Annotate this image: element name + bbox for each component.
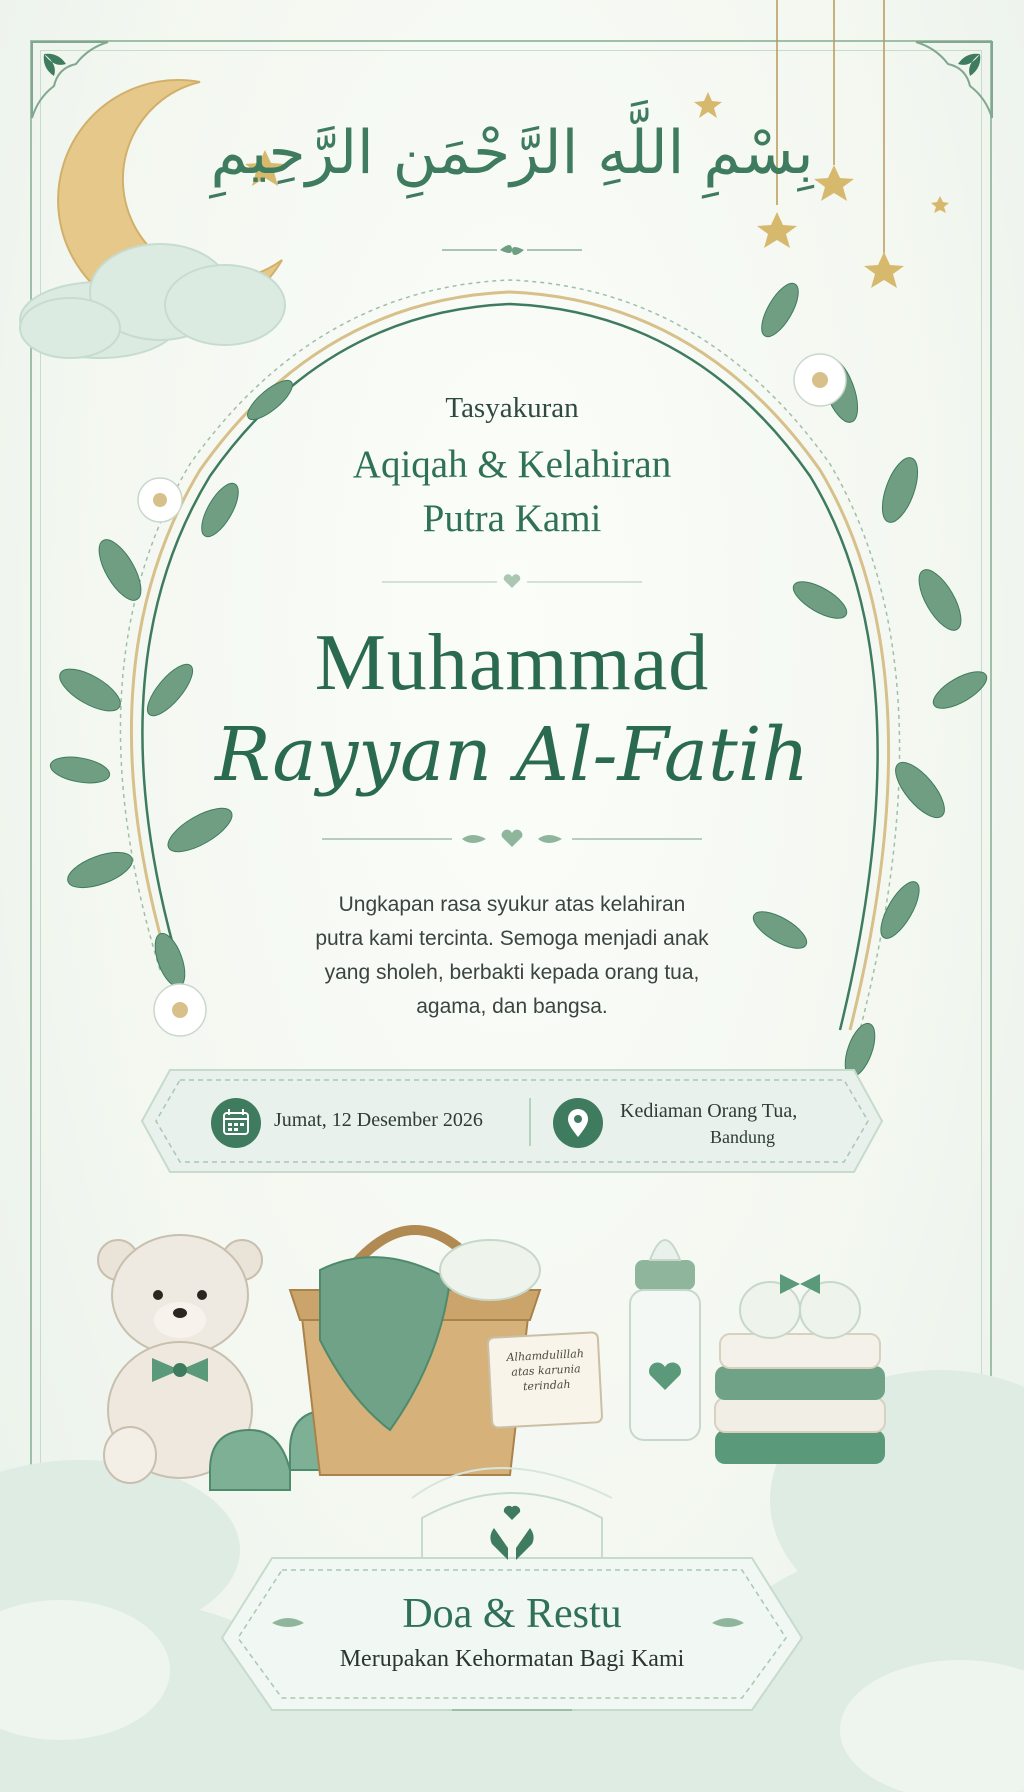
location-line-2: Bandung — [710, 1127, 775, 1147]
map-pin-icon — [552, 1097, 604, 1149]
footer-panel — [212, 1448, 812, 1718]
praying-hands-heart-icon — [482, 1504, 542, 1564]
basmala-divider-ornament — [442, 240, 582, 260]
calendar-icon — [210, 1097, 262, 1149]
message-line-1: Ungkapan rasa syukur atas kelahiran — [338, 893, 686, 916]
tag-line-3: terindah — [522, 1377, 571, 1394]
footer-subtitle: Merupakan Kehormatan Bagi Kami — [339, 1646, 685, 1672]
blessing-message — [0, 888, 1024, 1024]
eyebrow-title: Tasyakuran — [445, 392, 579, 424]
footer-title: Doa & Restu — [402, 1591, 622, 1637]
event-title-line1: Aqiqah & Kelahiran — [352, 443, 672, 486]
message-line-2: putra kami tercinta. Semoga menjadi anak — [315, 927, 709, 950]
baby-name-second: Rayyan Al-Fatih — [214, 712, 810, 798]
tag-line-1: Alhamdulillah — [506, 1347, 585, 1365]
message-line-4: agama, dan bangsa. — [416, 995, 608, 1018]
baby-name-first: Muhammad — [314, 619, 710, 707]
location-line-1: Kediaman Orang Tua, — [620, 1100, 798, 1122]
event-title-line2: Putra Kami — [422, 497, 602, 540]
basket-tag-note — [495, 1345, 597, 1395]
tag-line-2: atas karunia — [511, 1362, 581, 1379]
event-date: Jumat, 12 Desember 2026 — [274, 1109, 483, 1131]
baby-bottle-icon — [630, 1240, 700, 1440]
title-divider — [382, 572, 642, 592]
message-line-3: yang sholeh, berbakti kepada orang tua, — [324, 961, 700, 984]
name-divider — [322, 828, 702, 850]
basmala-calligraphy: بِسْمِ اللَّهِ الرَّحْمَنِ الرَّحِيمِ — [210, 118, 814, 188]
event-location — [620, 1098, 797, 1150]
folded-clothes-icon — [715, 1274, 885, 1464]
